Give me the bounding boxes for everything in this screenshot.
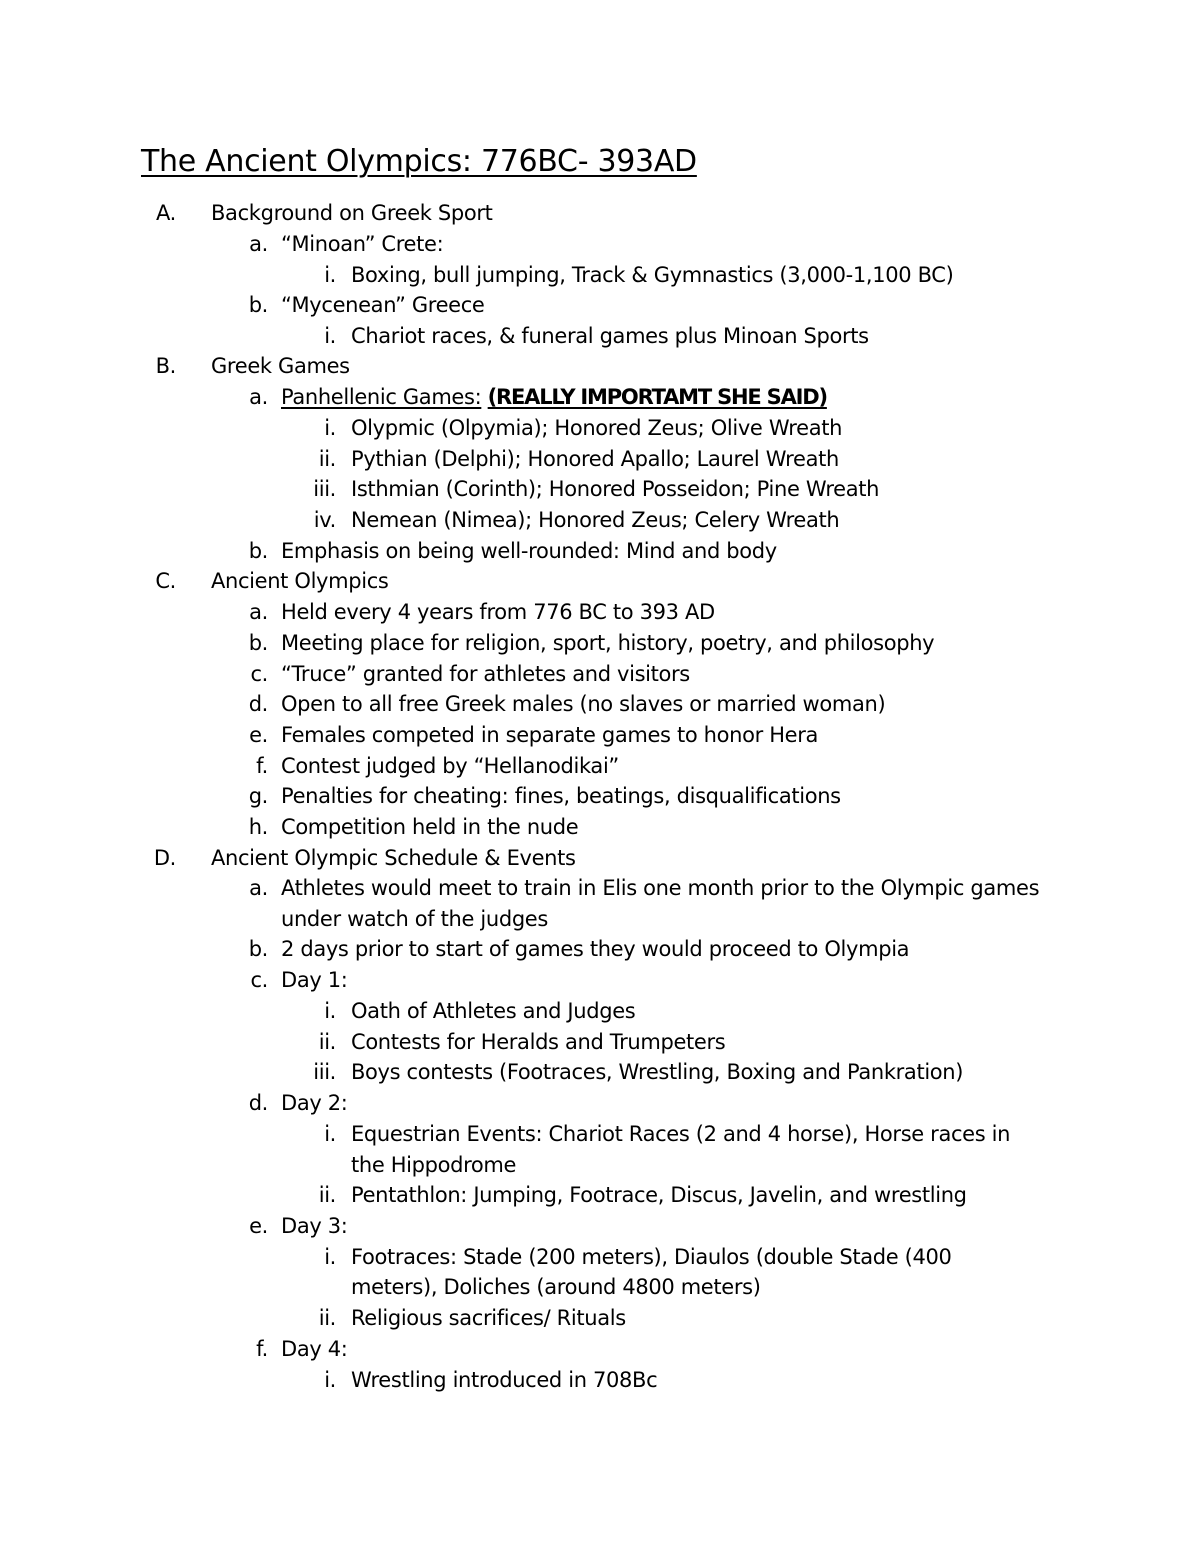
outline-marker: i. bbox=[324, 324, 336, 348]
outline-text: Background on Greek Sport bbox=[211, 201, 493, 225]
outline-text-panhellenic bbox=[281, 382, 827, 412]
outline-text: Penalties for cheating: fines, beatings, disqualifications bbox=[281, 784, 841, 808]
outline-marker: b. bbox=[248, 937, 268, 961]
page-title: The Ancient Olympics: 776BC- 393AD bbox=[141, 144, 697, 179]
outline-marker: g. bbox=[248, 784, 268, 808]
outline-marker: ii. bbox=[318, 447, 336, 471]
outline-text: Olypmic (Olpymia); Honored Zeus; Olive Wreath bbox=[351, 416, 843, 440]
outline-text: Wrestling introduced in 708Bc bbox=[351, 1368, 658, 1392]
outline-text: Isthmian (Corinth); Honored Posseidon; Pine Wreath bbox=[351, 477, 880, 501]
outline-text: “Truce” granted for athletes and visitors bbox=[281, 662, 690, 686]
outline-text: Open to all free Greek males (no slaves or married woman) bbox=[281, 692, 886, 716]
outline-text: Equestrian Events: Chariot Races (2 and 4 horse), Horse races in bbox=[351, 1122, 1011, 1146]
outline-marker: C. bbox=[155, 569, 176, 593]
outline-marker: iv. bbox=[313, 508, 336, 532]
outline-text: Oath of Athletes and Judges bbox=[351, 999, 636, 1023]
outline-text: Contests for Heralds and Trumpeters bbox=[351, 1030, 726, 1054]
outline-marker: e. bbox=[249, 1214, 268, 1238]
outline-marker: c. bbox=[250, 662, 268, 686]
outline-text: Nemean (Nimea); Honored Zeus; Celery Wreath bbox=[351, 508, 840, 532]
outline-text: Emphasis on being well-rounded: Mind and body bbox=[281, 539, 777, 563]
outline-marker: ii. bbox=[318, 1183, 336, 1207]
outline-marker: i. bbox=[324, 263, 336, 287]
outline-marker: B. bbox=[155, 354, 176, 378]
outline-text: Footraces: Stade (200 meters), Diaulos (double Stade (400 bbox=[351, 1245, 952, 1269]
outline-text: Competition held in the nude bbox=[281, 815, 579, 839]
outline-text: Females competed in separate games to honor Hera bbox=[281, 723, 819, 747]
outline-marker: a. bbox=[249, 385, 268, 409]
outline-marker: a. bbox=[249, 876, 268, 900]
outline-text: Ancient Olympic Schedule & Events bbox=[211, 846, 576, 870]
outline-marker: f. bbox=[256, 1337, 268, 1361]
outline-marker: a. bbox=[249, 232, 268, 256]
outline-text: the Hippodrome bbox=[351, 1153, 517, 1177]
outline-text: Day 1: bbox=[281, 968, 348, 992]
panhellenic-label: Panhellenic Games: bbox=[281, 385, 482, 409]
outline-text: Boys contests (Footraces, Wrestling, Boxing and Pankration) bbox=[351, 1060, 964, 1084]
outline-marker: ii. bbox=[318, 1030, 336, 1054]
outline-text: “Mycenean” Greece bbox=[281, 293, 485, 317]
outline-marker: i. bbox=[324, 1245, 336, 1269]
outline-marker: i. bbox=[324, 416, 336, 440]
outline-marker: i. bbox=[324, 999, 336, 1023]
outline-text: Day 3: bbox=[281, 1214, 348, 1238]
outline-marker: d. bbox=[248, 692, 268, 716]
outline-text: Boxing, bull jumping, Track & Gymnastics (3,000-1,100 BC) bbox=[351, 263, 954, 287]
outline-marker: b. bbox=[248, 631, 268, 655]
outline-marker: b. bbox=[248, 539, 268, 563]
outline-text: Religious sacrifices/ Rituals bbox=[351, 1306, 626, 1330]
outline-marker: e. bbox=[249, 723, 268, 747]
outline-text: under watch of the judges bbox=[281, 907, 548, 931]
outline-marker: i. bbox=[324, 1368, 336, 1392]
outline-text: Meeting place for religion, sport, history, poetry, and philosophy bbox=[281, 631, 935, 655]
outline-marker: iii. bbox=[313, 477, 336, 501]
outline-marker: D. bbox=[153, 846, 176, 870]
outline-marker: h. bbox=[248, 815, 268, 839]
outline-text: meters), Doliches (around 4800 meters) bbox=[351, 1275, 761, 1299]
outline-text: Ancient Olympics bbox=[211, 569, 389, 593]
outline-marker: ii. bbox=[318, 1306, 336, 1330]
outline-text: Pythian (Delphi); Honored Apallo; Laurel Wreath bbox=[351, 447, 839, 471]
outline-marker: iii. bbox=[313, 1060, 336, 1084]
outline-marker: i. bbox=[324, 1122, 336, 1146]
outline-marker: f. bbox=[256, 754, 268, 778]
outline-text: Chariot races, & funeral games plus Minoan Sports bbox=[351, 324, 869, 348]
outline-text: 2 days prior to start of games they would proceed to Olympia bbox=[281, 937, 910, 961]
outline-text: Contest judged by “Hellanodikai” bbox=[281, 754, 619, 778]
outline-text: “Minoan” Crete: bbox=[281, 232, 444, 256]
outline-marker: A. bbox=[156, 201, 176, 225]
outline-marker: c. bbox=[250, 968, 268, 992]
emphasis-note: (REALLY IMPORTAMT SHE SAID) bbox=[487, 385, 827, 409]
outline-text: Day 4: bbox=[281, 1337, 348, 1361]
outline-text: Athletes would meet to train in Elis one month prior to the Olympic games bbox=[281, 876, 1040, 900]
outline-text: Pentathlon: Jumping, Footrace, Discus, Javelin, and wrestling bbox=[351, 1183, 967, 1207]
outline-marker: d. bbox=[248, 1091, 268, 1115]
outline-marker: b. bbox=[248, 293, 268, 317]
outline-text: Greek Games bbox=[211, 354, 350, 378]
outline-marker: a. bbox=[249, 600, 268, 624]
outline-text: Held every 4 years from 776 BC to 393 AD bbox=[281, 600, 715, 624]
outline-text: Day 2: bbox=[281, 1091, 348, 1115]
